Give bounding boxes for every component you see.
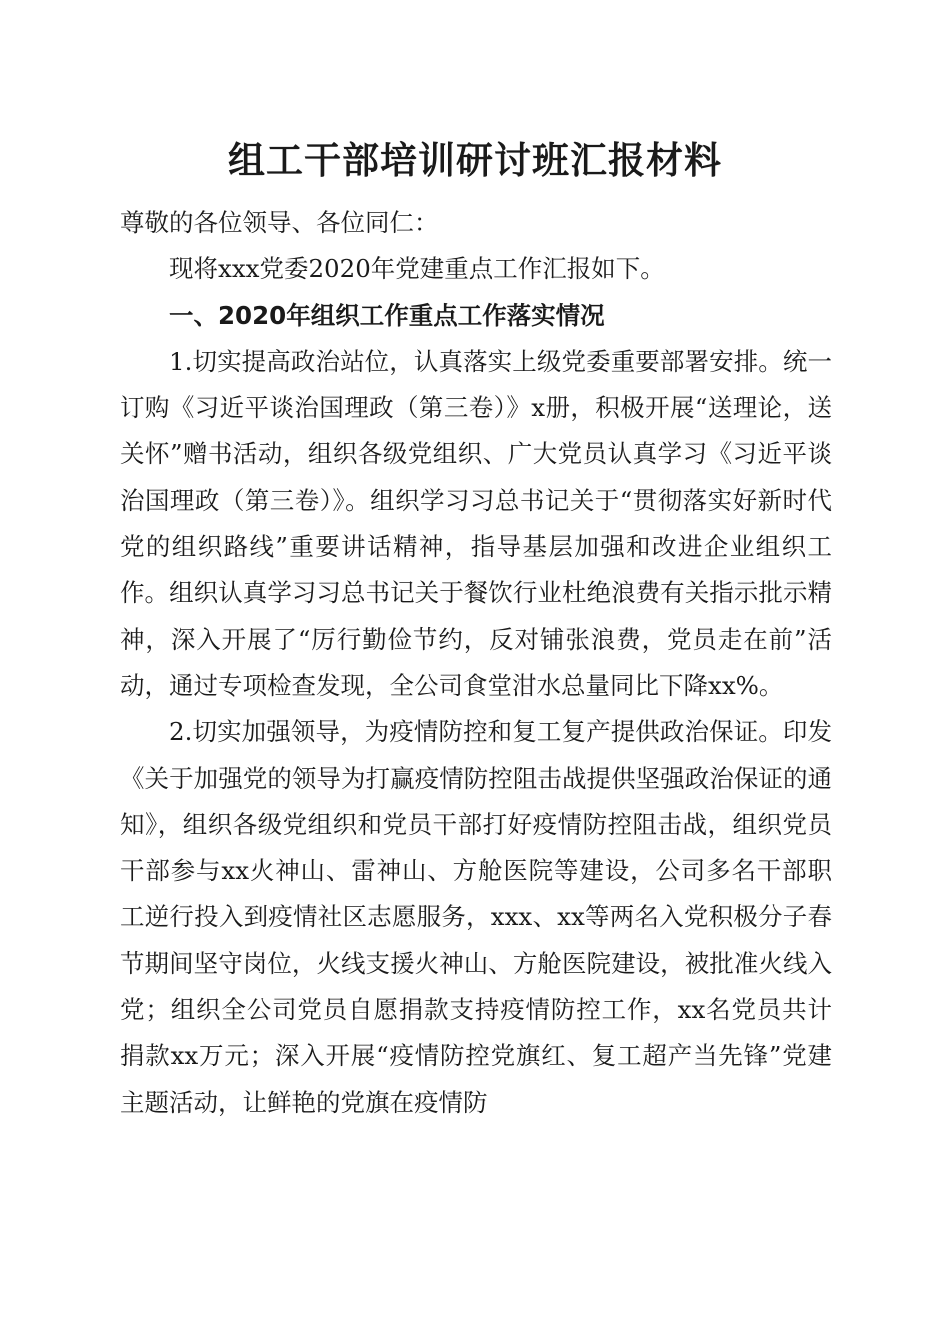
section-heading: 一、2020年组织工作重点工作落实情况 bbox=[169, 300, 605, 330]
document-body bbox=[120, 200, 832, 1126]
paragraph-item-1: 1.切实提高政治站位，认真落实上级党委重要部署安排。统一订购《习近平谈治国理政（第三卷）》x册，积极开展“送理论，送关怀”赠书活动，组织各级党组织、广大党员认真学习《习近平谈治国理政（第三卷）》。组织学习习总书记关于“贯彻落实好新时代党的组织路线”重要讲话精神，指导基层加强和改进企业组织工作。组织认真学习习总书记关于餐饮行业杜绝浪费有关指示批示精神，深入开展了“厉行勤俭节约，反对铺张浪费，党员走在前”活动，通过专项检查发现，全公司食堂泔水总量同比下降xx%。 bbox=[120, 346, 832, 700]
greeting-paragraph: 尊敬的各位领导、各位同仁： bbox=[120, 208, 439, 237]
document-title: 组工干部培训研讨班汇报材料 bbox=[228, 138, 722, 182]
paragraph-item-2: 2.切实加强领导，为疫情防控和复工复产提供政治保证。印发《关于加强党的领导为打赢疫情防控阻击战提供坚强政治保证的通知》，组织各级党组织和党员干部打好疫情防控阻击战，组织党员干部参与xx火神山、雷神山、方舱医院等建设，公司多名干部职工逆行投入到疫情社区志愿服务，xxx、xx等两名入党积极分子春节期间坚守岗位，火线支援火神山、方舱医院建设，被批准火线入党；组织全公司党员自愿捐款支持疫情防控工作，xx名党员共计捐款xx万元；深入开展“疫情防控党旗红、复工超产当先锋”党建主题活动，让鲜艳的党旗在疫情防 bbox=[120, 717, 832, 1117]
intro-paragraph: 现将xxx党委2020年党建重点工作汇报如下。 bbox=[169, 254, 665, 284]
